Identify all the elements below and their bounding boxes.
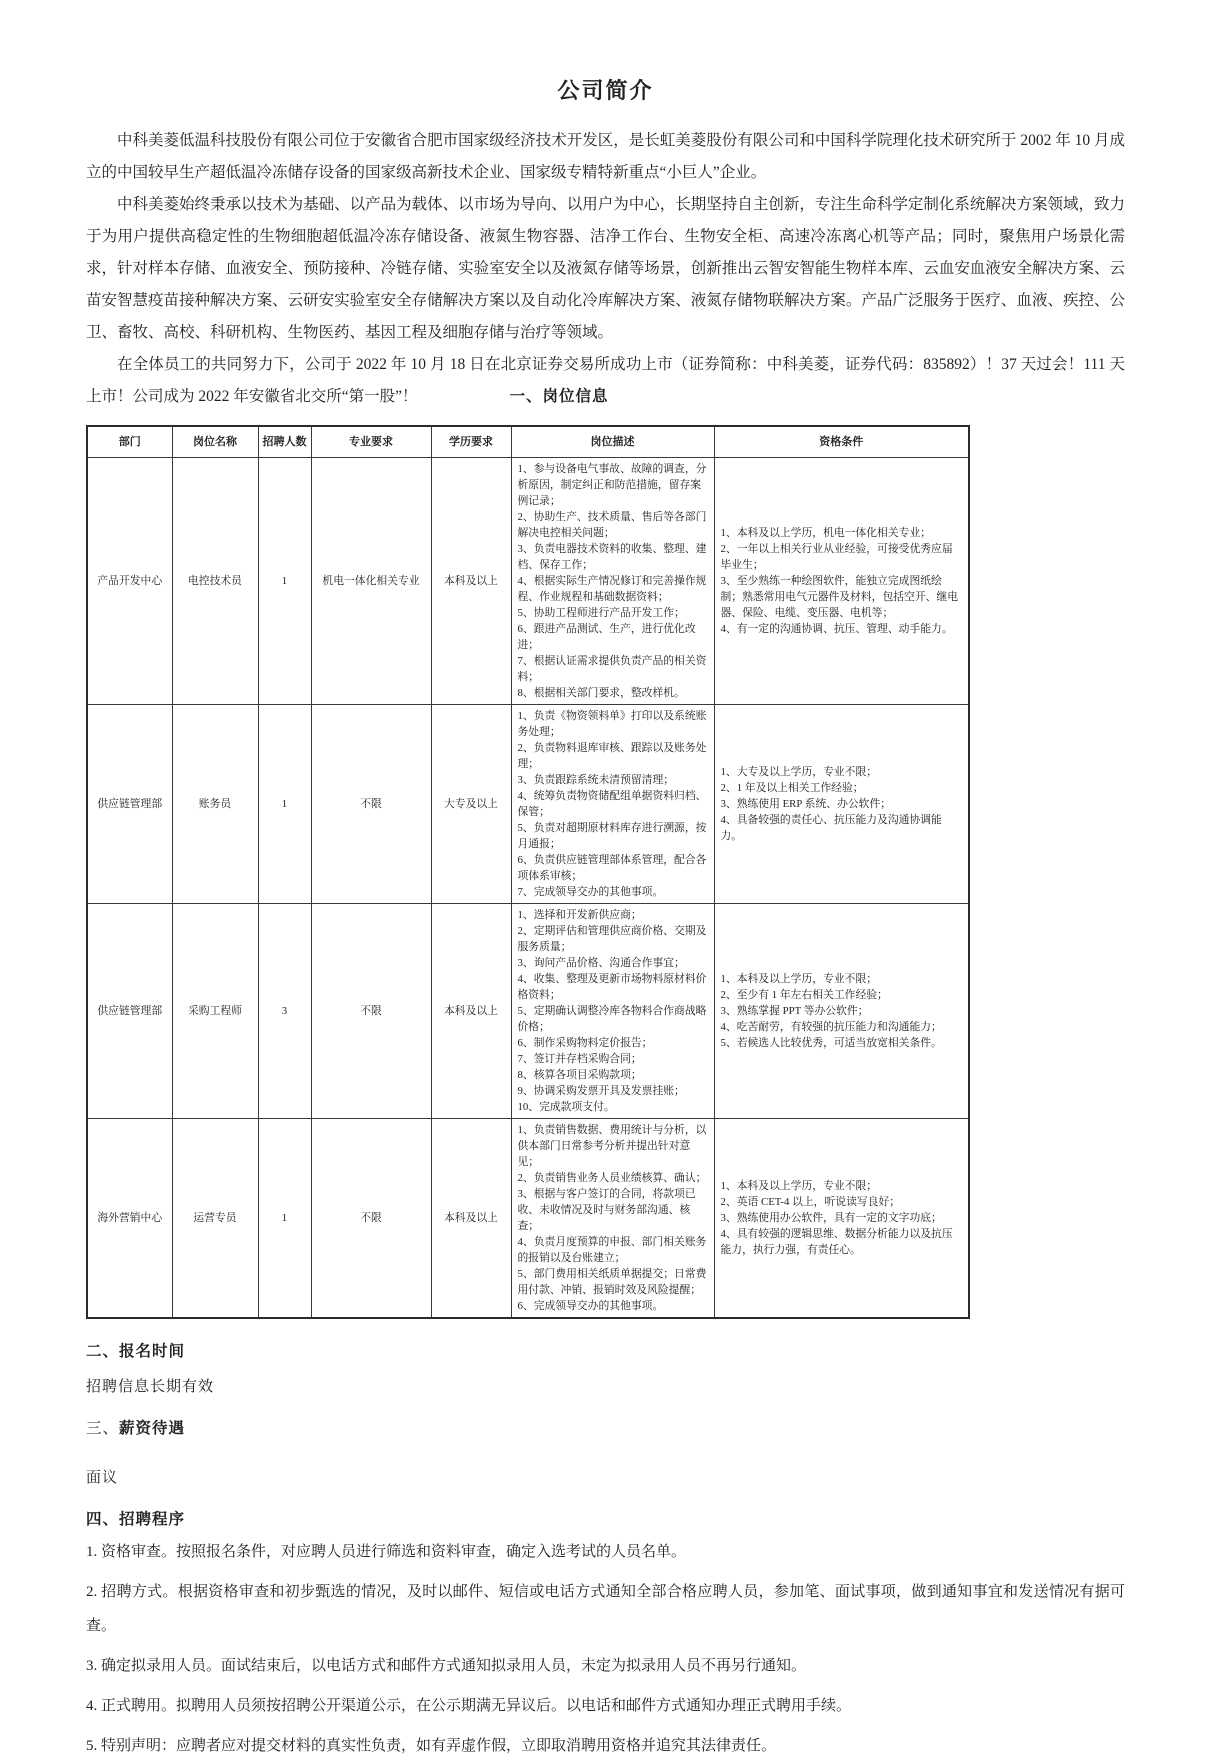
cell-description: 1、选择和开发新供应商； 2、定期评估和管理供应商价格、交期及服务质量； 3、询问产品价格、沟通合作事宜； 4、收集、整理及更新市场物料原材料价格资料； 5、定期确认调整冷库各物料合作商战略价格； 6、制作采购物料定价报告； 7、签订并存档采购合同； 8、核算各项目采购款项； 9、协调采购发票开具及发票挂账； 10、完成款项支付。 (511, 904, 714, 1119)
cell-qualifications: 1、本科及以上学历，机电一体化相关专业； 2、一年以上相关行业从业经验，可接受优秀应届毕业生； 3、至少熟练一种绘图软件，能独立完成图纸绘制；熟悉常用电气元器件及材料，包括空开、继电器、保险、电缆、变压器、电机等； 4、有一定的沟通协调、抗压、管理、动手能力。 (714, 458, 969, 705)
cell-position: 采购工程师 (172, 904, 258, 1119)
table-row (87, 1119, 969, 1319)
col-header-department: 部门 (87, 426, 172, 458)
cell-department: 海外营销中心 (87, 1119, 172, 1319)
col-header-count: 招聘人数 (258, 426, 311, 458)
section-heading-procedure: 四、招聘程序 (86, 1511, 186, 1528)
signup-body: 招聘信息长期有效 (86, 1379, 215, 1395)
positions-table (86, 425, 970, 1319)
cell-education: 本科及以上 (431, 904, 511, 1119)
salary-heading-prefix: 三、 (86, 1420, 120, 1437)
cell-qualifications: 1、大专及以上学历，专业不限； 2、1 年及以上相关工作经验； 3、熟练使用 ERP 系统、办公软件； 4、具备较强的责任心、抗压能力及沟通协调能力。 (714, 705, 969, 904)
company-intro-paragraph-1: 中科美菱低温科技股份有限公司位于安徽省合肥市国家级经济技术开发区，是长虹美菱股份有限公司和中国科学院理化技术研究所于 2002 年 10 月成立的中国较早生产超低温冷冻储存设备的国家级高新技术企业、国家级专精特新重点“小巨人”企业。 (86, 132, 1125, 181)
cell-description: 1、参与设备电气事故、故障的调查，分析原因，制定纠正和防范措施，留存案例记录； 2、协助生产、技术质量、售后等各部门解决电控相关问题； 3、负责电器技术资料的收集、整理、建档、保存工作； 4、根据实际生产情况修订和完善操作规程、作业规程和基础数据资料； 5、协助工程师进行产品开发工作； 6、跟进产品测试、生产，进行优化改进； 7、根据认证需求提供负责产品的相关资料； 8、根据相关部门要求，整改样机。 (511, 458, 714, 705)
cell-department: 供应链管理部 (87, 705, 172, 904)
procedure-item-1: 1. 资格审查。按照报名条件，对应聘人员进行筛选和资料审查，确定入选考试的人员名单。 (86, 1544, 687, 1560)
cell-education: 本科及以上 (431, 1119, 511, 1319)
company-intro-paragraph-2: 中科美菱始终秉承以技术为基础、以产品为载体、以市场为导向、以用户为中心，长期坚持自主创新，专注生命科学定制化系统解决方案领域，致力于为用户提供高稳定性的生物细胞超低温冷冻存储设备、液氮生物容器、洁净工作台、生物安全柜、高速冷冻离心机等产品；同时，聚焦用户场景化需求，针对样本存储、血液安全、预防接种、冷链存储、实验室安全以及液氮存储等场景，创新推出云智安智能生物样本库、云血安血液安全解决方案、云苗安智慧疫苗接种解决方案、云研安实验室安全存储解决方案以及自动化冷库解决方案、液氮存储物联解决方案。产品广泛服务于医疗、血液、疾控、公卫、畜牧、高校、科研机构、生物医药、基因工程及细胞存储与治疗等领域。 (86, 196, 1125, 341)
table-row (87, 705, 969, 904)
col-header-education: 学历要求 (431, 426, 511, 458)
company-intro-paragraph-3 (86, 349, 1125, 413)
col-header-description: 岗位描述 (511, 426, 714, 458)
cell-department: 供应链管理部 (87, 904, 172, 1119)
col-header-major: 专业要求 (311, 426, 431, 458)
cell-count: 1 (258, 1119, 311, 1319)
page-title: 公司简介 (557, 78, 654, 103)
cell-position: 电控技术员 (172, 458, 258, 705)
procedure-item-5: 5. 特别声明：应聘者应对提交材料的真实性负责，如有弄虚作假，立即取消聘用资格并追究其法律责任。 (86, 1738, 777, 1754)
cell-qualifications: 1、本科及以上学历，专业不限； 2、英语 CET-4 以上，听说读写良好； 3、熟练使用办公软件，具有一定的文字功底； 4、具有较强的逻辑思维、数据分析能力以及抗压能力，执行力强，有责任心。 (714, 1119, 969, 1319)
col-header-qualifications: 资格条件 (714, 426, 969, 458)
cell-description: 1、负责销售数据、费用统计与分析，以供本部门日常参考分析并提出针对意见； 2、负责销售业务人员业绩核算、确认； 3、根据与客户签订的合同，将款项已收、未收情况及时与财务部沟通、核查； 4、负责月度预算的申报、部门相关账务的报销以及台账建立； 5、部门费用相关纸质单据提交；日常费用付款、冲销、报销时效及风险提醒； 6、完成领导交办的其他事项。 (511, 1119, 714, 1319)
listing-paragraph-text: 在全体员工的共同努力下，公司于 2022 年 10 月 18 日在北京证券交易所成功上市（证券简称：中科美菱，证券代码：835892）！37 天过会！111 天上市！公司成为 2022 年安徽省北交所“第一股”！ (86, 356, 1125, 405)
cell-major: 不限 (311, 1119, 431, 1319)
cell-position: 账务员 (172, 705, 258, 904)
salary-body: 面议 (86, 1470, 119, 1486)
salary-heading-text: 薪资待遇 (119, 1420, 186, 1437)
section-heading-positions: 一、岗位信息 (509, 388, 609, 405)
cell-position: 运营专员 (172, 1119, 258, 1319)
cell-description: 1、负责《物资领料单》打印以及系统账务处理； 2、负责物料退库审核、跟踪以及账务处理； 3、负责跟踪系统未清预留清理； 4、统筹负责物资储配组单据资料归档、保管； 5、负责对超期原材料库存进行溯源，按月通报； 6、负责供应链管理部体系管理，配合各项体系审核； 7、完成领导交办的其他事项。 (511, 705, 714, 904)
table-row (87, 904, 969, 1119)
procedure-item-3: 3. 确定拟录用人员。面试结束后，以电话方式和邮件方式通知拟录用人员，未定为拟录用人员不再另行通知。 (86, 1658, 807, 1674)
cell-qualifications: 1、本科及以上学历，专业不限； 2、至少有 1 年左右相关工作经验； 3、熟练掌握 PPT 等办公软件； 4、吃苦耐劳，有较强的抗压能力和沟通能力； 5、若候选人比较优秀，可适当放宽相关条件。 (714, 904, 969, 1119)
procedure-item-2: 2. 招聘方式。根据资格审查和初步甄选的情况，及时以邮件、短信或电话方式通知全部合格应聘人员，参加笔、面试事项，做到通知事宜和发送情况有据可查。 (86, 1584, 1125, 1634)
cell-count: 1 (258, 458, 311, 705)
cell-education: 本科及以上 (431, 458, 511, 705)
col-header-position: 岗位名称 (172, 426, 258, 458)
cell-department: 产品开发中心 (87, 458, 172, 705)
section-heading-signup: 二、报名时间 (86, 1343, 186, 1360)
cell-count: 3 (258, 904, 311, 1119)
cell-count: 1 (258, 705, 311, 904)
table-row (87, 458, 969, 705)
cell-major: 机电一体化相关专业 (311, 458, 431, 705)
procedure-item-4: 4. 正式聘用。拟聘用人员须按招聘公开渠道公示，在公示期满无异议后。以电话和邮件方式通知办理正式聘用手续。 (86, 1698, 852, 1714)
cell-education: 大专及以上 (431, 705, 511, 904)
cell-major: 不限 (311, 904, 431, 1119)
section-heading-salary (86, 1416, 1125, 1438)
table-header-row (87, 426, 969, 458)
cell-major: 不限 (311, 705, 431, 904)
